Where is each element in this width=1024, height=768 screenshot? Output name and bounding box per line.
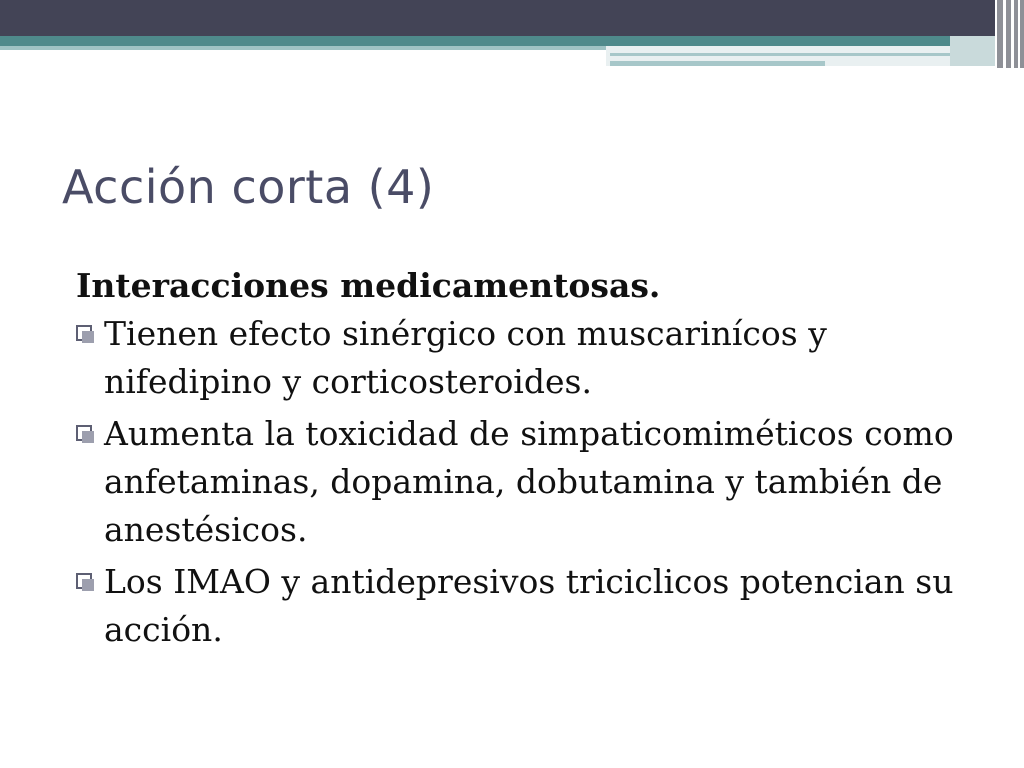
header-tab-line <box>610 61 825 66</box>
bullet-item <box>76 410 976 554</box>
header-tab-line <box>610 53 950 56</box>
hollow-square-bullet-icon <box>76 425 92 441</box>
bullet-text: Los IMAO y antidepresivos triciclicos potencian su acción. <box>104 562 954 649</box>
slide-title: Acción corta (4) <box>62 160 435 214</box>
bullet-text: Tienen efecto sinérgico con muscarinícos y nifedipino y corticosteroides. <box>104 314 827 401</box>
header-right-block <box>950 36 1000 66</box>
header-bar <box>0 0 1024 36</box>
header-teal-band <box>0 36 1024 46</box>
bullet-item <box>76 310 976 406</box>
bullet-text: Aumenta la toxicidad de simpaticomiméticos como anfetaminas, dopamina, dobutamina y también de anestésicos. <box>104 414 954 549</box>
header-stripe-gap <box>1003 0 1006 68</box>
header-teal-light-band <box>0 46 606 50</box>
slide-body <box>76 262 976 658</box>
header-stripe-gap <box>1018 0 1020 68</box>
hollow-square-bullet-icon <box>76 573 92 589</box>
slide-subtitle: Interacciones medicamentosas. <box>76 266 661 305</box>
header-stripe <box>1020 0 1024 68</box>
bullet-list <box>76 310 976 654</box>
header-stripe-gap <box>995 0 997 68</box>
bullet-item <box>76 558 976 654</box>
hollow-square-bullet-icon <box>76 325 92 341</box>
header-stripe-gap <box>1011 0 1014 68</box>
